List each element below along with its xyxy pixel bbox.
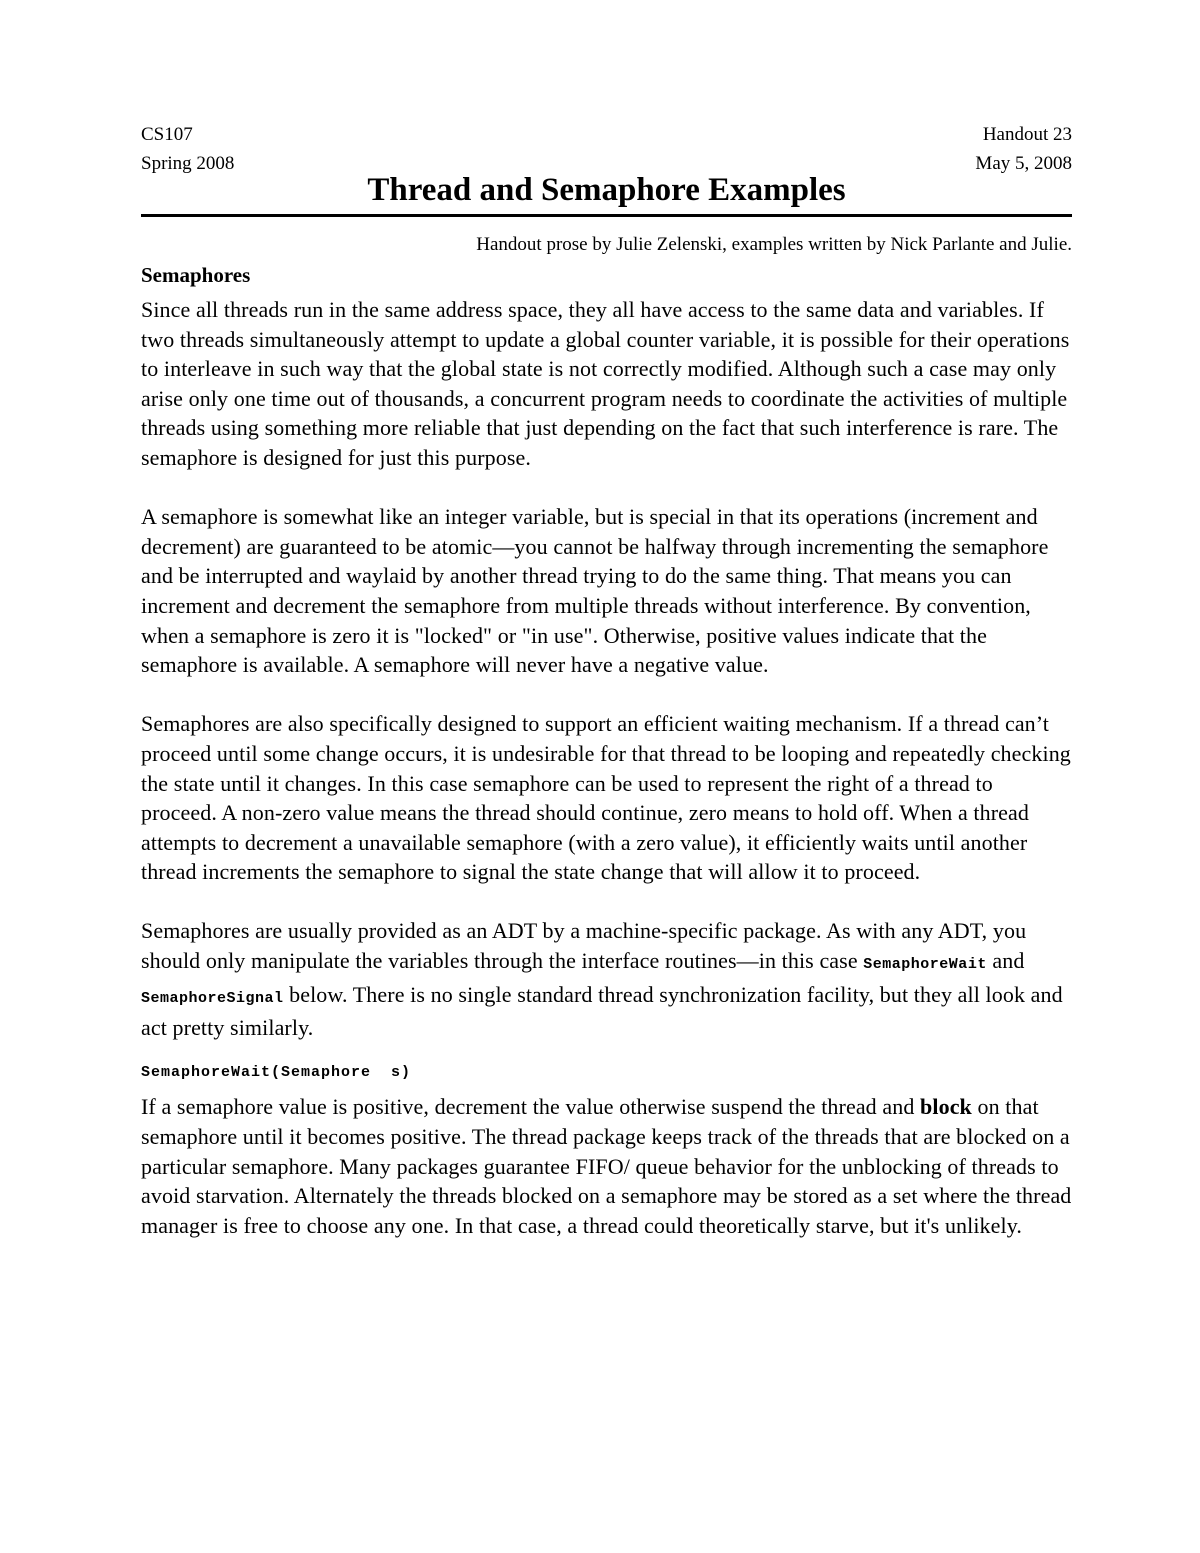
paragraph-4-text-b: and (986, 948, 1025, 974)
credit-line: Handout prose by Julie Zelenski, examples written by Nick Parlante and Julie. (476, 234, 1072, 255)
paragraph-3: Semaphores are also specifically designed to support an efficient waiting mechanism. If a thread can’t proceed until some change occurs, it is undesirable for that thread to be looping and repeatedly checking the state until it changes. In this case semaphore can be used to represent the right of a thread to proceed. A non-zero value means the thread should continue, zero means to hold off. When a thread attempts to decrement a unavailable semaphore (with a zero value), it efficiently waits until another thread increments the semaphore to signal the state change that will allow it to proceed. (141, 711, 1071, 885)
term-label: Spring 2008 (141, 153, 235, 174)
function-desc-text-a: If a semaphore value is positive, decrement the value otherwise suspend the thread and (141, 1094, 921, 1120)
date-label: May 5, 2008 (975, 153, 1072, 174)
code-semaphore-wait: SemaphoreWait (863, 956, 987, 974)
header-row-top (141, 120, 1072, 149)
function-desc-text-b: on that semaphore until it becomes positive. The thread package keeps track of the threads that are blocked on a particular semaphore. Many packages guarantee FIFO/ queue behavior for the unblocking of threads to avoid starvation. Alternately the threads blocked on a semaphore may be stored as a set where the thread manager is free to choose any one. In that case, a thread could theoretically starve, but it's unlikely. (141, 1094, 1072, 1238)
paragraph-4-text-a: Semaphores are usually provided as an ADT by a machine-specific package. As with any ADT, you should only manipulate the variables through the interface routines—in this case (141, 918, 1027, 974)
code-semaphore-signal: SemaphoreSignal (141, 989, 284, 1007)
paragraph-1: Since all threads run in the same address space, they all have access to the same data and variables. If two threads simultaneously attempt to update a global counter variable, it is possible for their operations to interleave in such way that the global state is not correctly modified. Although such a case may only arise only one time out of thousands, a concurrent program needs to coordinate the activities of multiple threads using something more reliable that just depending on the fact that such interference is rare. The semaphore is designed for just this purpose. (141, 297, 1070, 470)
function-signature: SemaphoreWait(Semaphore s) (141, 1064, 412, 1082)
page-title: Thread and Semaphore Examples (141, 170, 1072, 217)
paragraph-4 (141, 916, 1072, 1042)
function-description (141, 1092, 1072, 1240)
section-heading: Semaphores (141, 263, 251, 287)
document-page (141, 120, 1072, 1270)
paragraph-2: A semaphore is somewhat like an integer variable, but is special in that its operations (increment and decrement) are guaranteed to be atomic—you cannot be halfway through incrementing the semaphore and be interrupted and waylaid by another thread trying to do the same thing. That means you can increment and decrement the semaphore from multiple threads without interference. By convention, when a semaphore is zero it is "locked" or "in use". Otherwise, positive values indicate that the semaphore is available. A semaphore will never have a negative value. (141, 504, 1049, 678)
handout-number: Handout 23 (982, 124, 1072, 145)
paragraph-4-text-c: below. There is no single standard thread synchronization facility, but they all look and act pretty similarly. (141, 981, 1063, 1041)
course-label: CS107 (141, 124, 193, 145)
function-desc-bold: block (920, 1094, 972, 1120)
